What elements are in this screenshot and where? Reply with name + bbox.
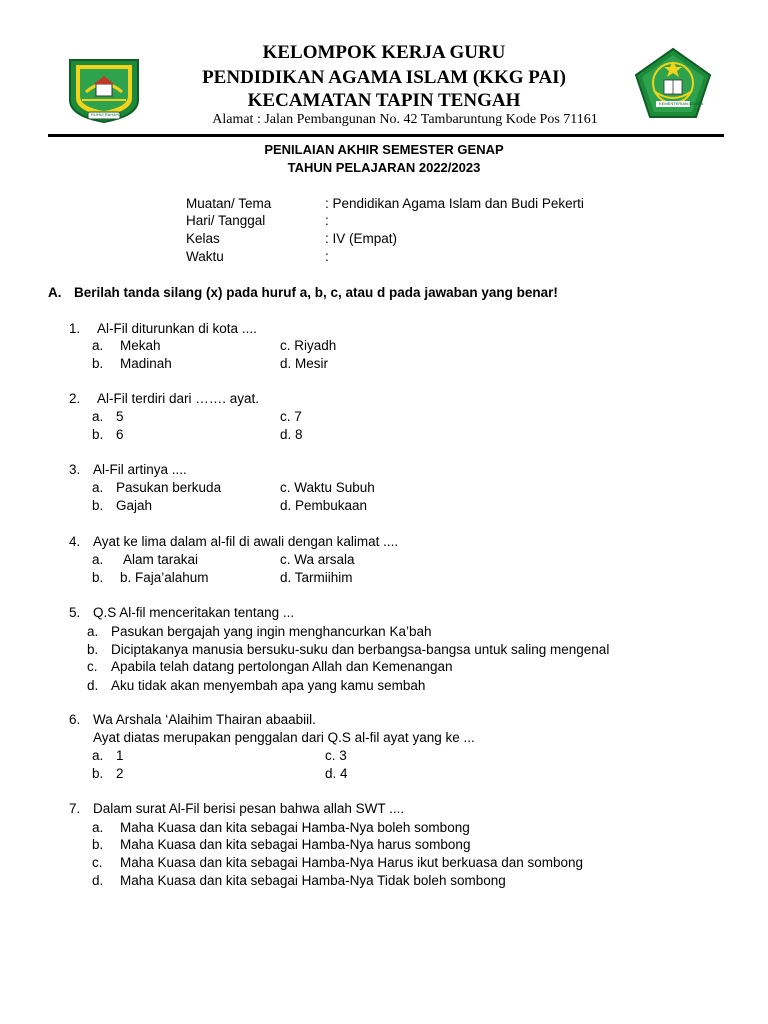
- option-letter: a.: [87, 624, 99, 639]
- question-text: Al-Fil diturunkan di kota ....: [97, 321, 257, 336]
- question-number: 7.: [69, 801, 81, 816]
- question-number: 5.: [69, 605, 81, 620]
- option-d: d. 8: [280, 427, 303, 442]
- letterhead-line-1: KELOMPOK KERJA GURU: [262, 42, 506, 63]
- info-label: Hari/ Tanggal: [186, 213, 266, 228]
- option-letter: b.: [87, 642, 99, 657]
- option-letter: b.: [92, 356, 104, 371]
- question-text: Al-Fil artinya ....: [93, 462, 187, 477]
- option-text: Mekah: [120, 338, 161, 353]
- question-number: 2.: [69, 391, 81, 406]
- option-text: Maha Kuasa dan kita sebagai Hamba-Nya harus sombong: [120, 837, 471, 852]
- option-text: 6: [116, 427, 124, 442]
- option-text: Pasukan berkuda: [116, 480, 222, 495]
- section-letter: A.: [48, 285, 62, 300]
- letterhead-line-3: KECAMATAN TAPIN TENGAH: [247, 90, 521, 111]
- option-letter: b.: [92, 766, 104, 781]
- left-logo-text: RUHUI RAHAYU: [91, 112, 122, 117]
- question-text-continued: Ayat diatas merupakan penggalan dari Q.S al-fil ayat yang ke ...: [93, 730, 475, 745]
- question-text: Q.S Al-fil menceritakan tentang ...: [93, 605, 295, 620]
- option-text: Gajah: [116, 498, 153, 513]
- info-value: :: [325, 213, 329, 228]
- info-value: :: [325, 249, 329, 264]
- option-text: 5: [116, 409, 124, 424]
- option-text: 2: [116, 766, 124, 781]
- question-text: Dalam surat Al-Fil berisi pesan bahwa allah SWT ....: [93, 801, 405, 816]
- option-letter: a.: [92, 552, 104, 567]
- option-letter: a.: [92, 338, 104, 353]
- option-d: d. Mesir: [280, 356, 329, 371]
- option-text: Aku tidak akan menyembah apa yang kamu sembah: [111, 678, 426, 693]
- option-letter: d.: [87, 678, 99, 693]
- question-number: 3.: [69, 462, 81, 477]
- question-number: 4.: [69, 534, 81, 549]
- section-instruction: Berilah tanda silang (x) pada huruf a, b, c, atau d pada jawaban yang benar!: [74, 285, 558, 300]
- option-text: Alam tarakai: [123, 552, 199, 567]
- question-number: 6.: [69, 712, 81, 727]
- option-letter: a.: [92, 480, 104, 495]
- exam-title: PENILAIAN AKHIR SEMESTER GENAP: [264, 142, 504, 157]
- right-logo-text: KEMENTERIAN AGAMA: [659, 101, 704, 106]
- option-text: Diciptakanya manusia bersuku-suku dan berbangsa-bangsa untuk saling mengenal: [111, 642, 610, 657]
- option-c: c. 3: [325, 748, 347, 763]
- letterhead-line-2: PENDIDIKAN AGAMA ISLAM (KKG PAI): [202, 67, 566, 88]
- option-text: 1: [116, 748, 124, 763]
- option-letter: a.: [92, 748, 104, 763]
- option-letter: a.: [92, 409, 104, 424]
- option-text: Apabila telah datang pertolongan Allah dan Kemenangan: [111, 659, 453, 674]
- option-letter: b.: [92, 570, 104, 585]
- option-text: Madinah: [120, 356, 172, 371]
- option-d: d. 4: [325, 766, 348, 781]
- option-text: Maha Kuasa dan kita sebagai Hamba-Nya boleh sombong: [120, 820, 470, 835]
- question-number: 1.: [69, 321, 81, 336]
- info-label: Waktu: [186, 249, 224, 264]
- option-letter: c.: [87, 659, 98, 674]
- info-label: Muatan/ Tema: [186, 196, 272, 211]
- option-text: b. Faja’alahum: [120, 570, 209, 585]
- option-letter: b.: [92, 427, 104, 442]
- option-letter: b.: [92, 837, 104, 852]
- option-c: c. Riyadh: [280, 338, 337, 353]
- question-text: Wa Arshala ‘Alaihim Thairan abaabiil.: [93, 712, 316, 727]
- question-text: Ayat ke lima dalam al-fil di awali dengan kalimat ....: [93, 534, 399, 549]
- option-letter: b.: [92, 498, 104, 513]
- letterhead-divider: [48, 134, 724, 137]
- option-c: c. Wa arsala: [280, 552, 355, 567]
- info-value: : Pendidikan Agama Islam dan Budi Pekerti: [325, 196, 584, 211]
- exam-year: TAHUN PELAJARAN 2022/2023: [287, 160, 481, 175]
- option-c: c. 7: [280, 409, 302, 424]
- option-letter: c.: [92, 855, 103, 870]
- question-text: Al-Fil terdiri dari ……. ayat.: [97, 391, 260, 406]
- option-text: Maha Kuasa dan kita sebagai Hamba-Nya Tidak boleh sombong: [120, 873, 506, 888]
- option-d: d. Tarmiihim: [280, 570, 353, 585]
- letterhead-address: Alamat : Jalan Pembangunan No. 42 Tambaruntung Kode Pos 71161: [212, 112, 598, 127]
- option-letter: d.: [92, 873, 104, 888]
- info-label: Kelas: [186, 231, 220, 246]
- option-text: Pasukan bergajah yang ingin menghancurkan Ka’bah: [111, 624, 432, 639]
- option-c: c. Waktu Subuh: [280, 480, 375, 495]
- option-letter: a.: [92, 820, 104, 835]
- info-value: : IV (Empat): [325, 231, 398, 246]
- option-d: d. Pembukaan: [280, 498, 368, 513]
- option-text: Maha Kuasa dan kita sebagai Hamba-Nya Harus ikut berkuasa dan sombong: [120, 855, 584, 870]
